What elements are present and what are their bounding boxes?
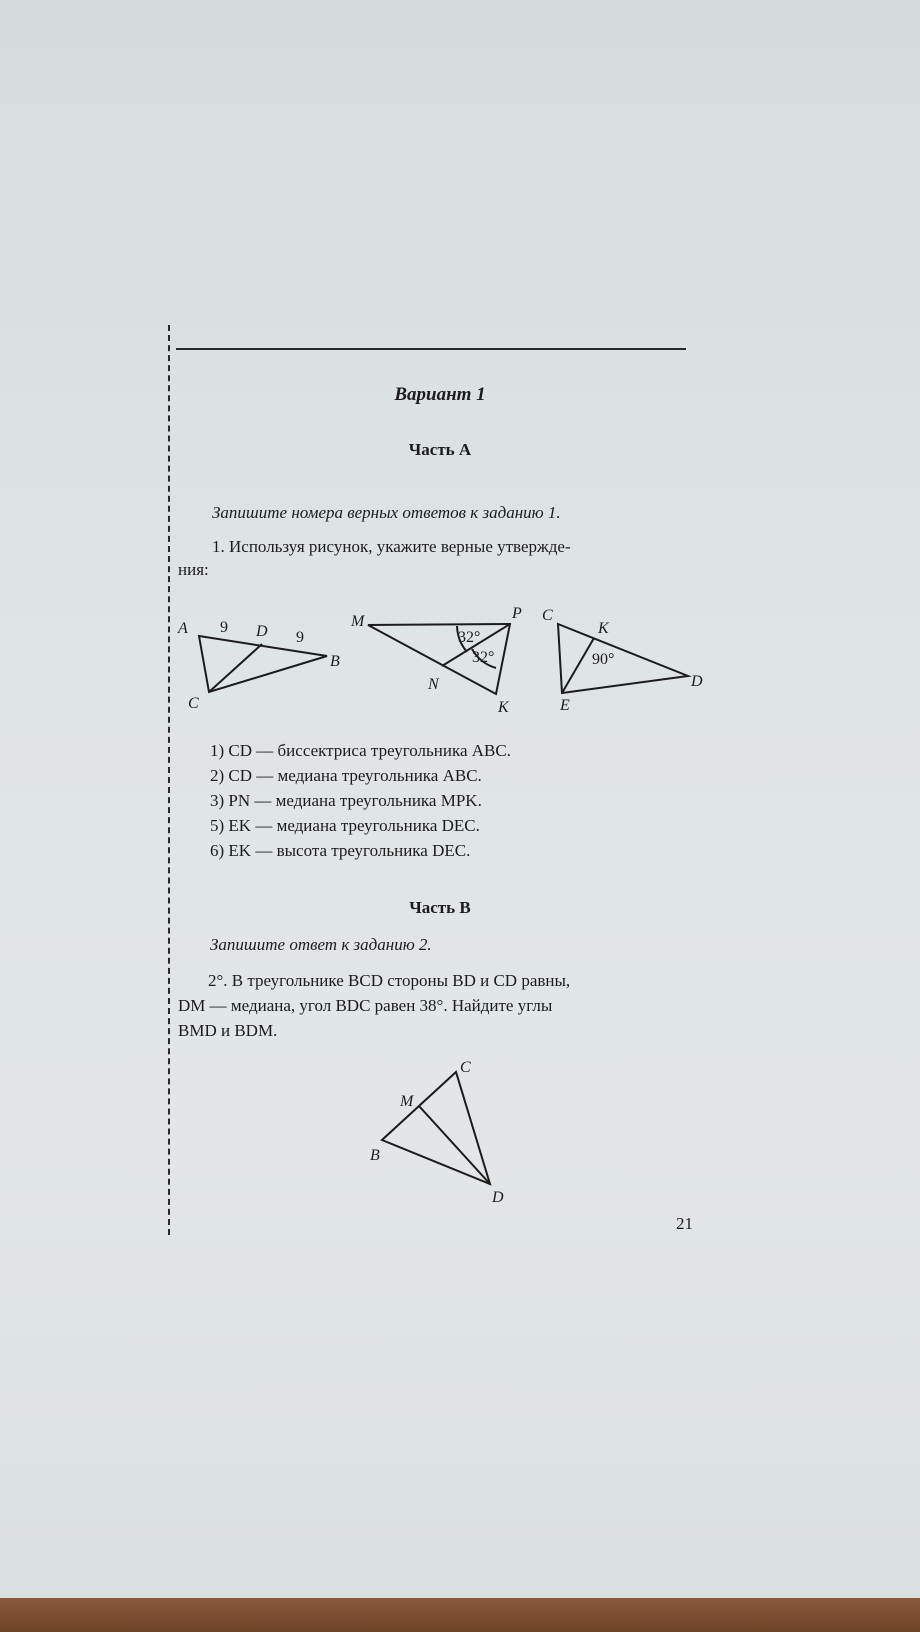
label-m: M <box>351 613 365 630</box>
label-d3: D <box>492 1189 504 1206</box>
angle-value-2: 32° <box>472 649 495 666</box>
label-k2: K <box>598 620 609 637</box>
option-6: 6) EK — высота треугольника DEC. <box>210 841 471 860</box>
option-5: 5) EK — медиана треугольника DEC. <box>210 816 480 835</box>
label-b3: B <box>370 1147 380 1164</box>
label-c: C <box>188 695 199 712</box>
label-p: P <box>512 605 522 622</box>
option-3: 3) PN — медиана треугольника MPK. <box>210 791 482 810</box>
part-b-instruction: Запишите ответ к заданию 2. <box>210 935 432 954</box>
figure-triangle-dec <box>530 600 710 714</box>
part-b-title: Часть В <box>409 898 471 917</box>
table-surface <box>0 1598 920 1632</box>
segment-dm <box>419 1106 490 1184</box>
label-d: D <box>256 623 268 640</box>
cut-line <box>168 325 170 1235</box>
figure-triangle-bcd <box>370 1060 520 1210</box>
length-db: 9 <box>296 629 304 646</box>
label-c3: C <box>460 1059 471 1076</box>
part-a-instruction: Запишите номера верных ответов к заданию 1. <box>212 503 561 522</box>
angle-value-right: 90° <box>592 651 615 668</box>
task1-line1: 1. Используя рисунок, укажите верные утвержде- <box>212 537 571 556</box>
figure-triangle-mpk <box>350 600 522 716</box>
page-number: 21 <box>676 1214 693 1233</box>
angle-value-1: 32° <box>458 629 481 646</box>
task2-line1: 2°. В треугольнике BCD стороны BD и CD равны, <box>208 971 571 990</box>
segment-ek <box>562 638 594 693</box>
triangle-dec-shape <box>558 624 688 693</box>
figure-triangle-abc <box>170 600 350 710</box>
label-d2: D <box>691 673 703 690</box>
part-a-title: Часть А <box>408 440 472 459</box>
label-m3: M <box>400 1093 414 1110</box>
label-e: E <box>560 697 570 714</box>
label-c2: C <box>542 607 553 624</box>
task2-line2: DM — медиана, угол BDC равен 38°. Найдите углы <box>178 996 553 1015</box>
option-2: 2) CD — медиана треугольника ABC. <box>210 766 482 785</box>
task2-line3: BMD и BDM. <box>178 1021 278 1040</box>
label-a: A <box>178 620 188 637</box>
label-k: K <box>498 699 509 716</box>
length-ad: 9 <box>220 619 228 636</box>
option-1: 1) CD — биссектриса треугольника ABC. <box>210 741 511 760</box>
label-n: N <box>428 676 439 693</box>
label-b: B <box>330 653 340 670</box>
top-rule <box>176 348 686 350</box>
variant-title: Вариант 1 <box>394 384 486 405</box>
task1-line2: ния: <box>178 560 209 579</box>
